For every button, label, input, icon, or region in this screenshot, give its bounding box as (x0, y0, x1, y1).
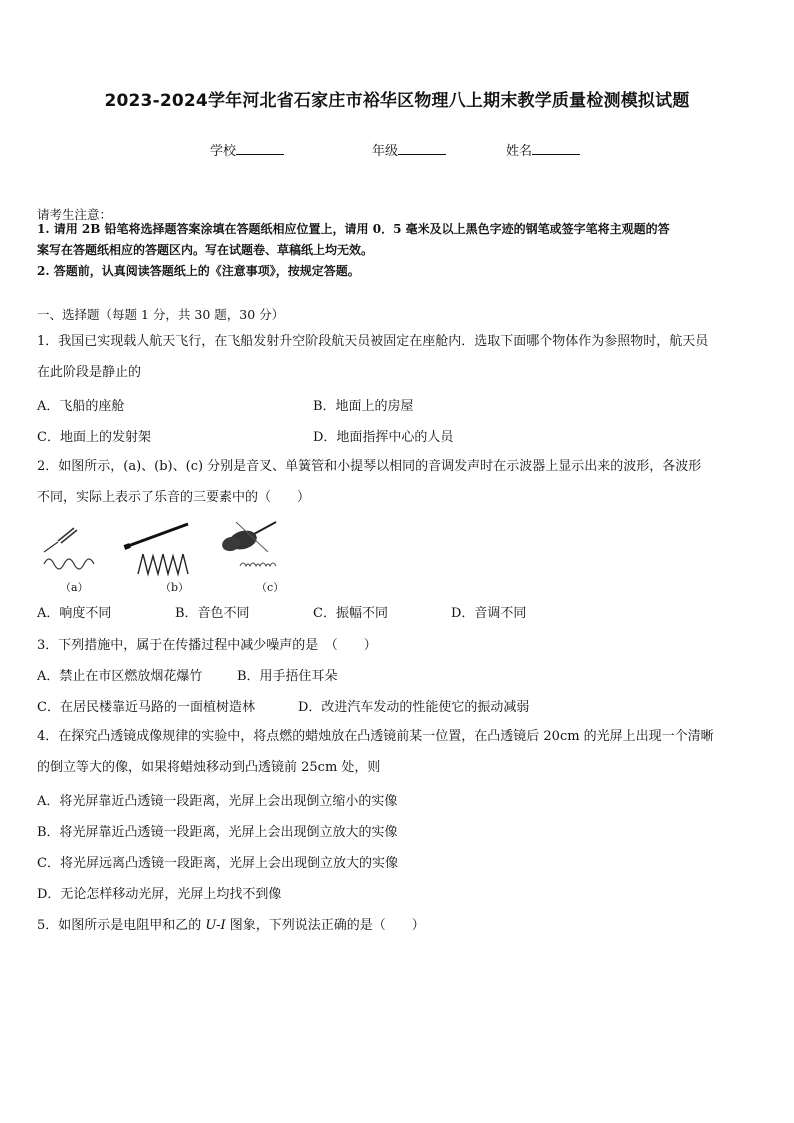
question-3-stem: 3．下列措施中，属于在传播过程中减少噪声的是 （ ） (37, 638, 377, 653)
school-label: 学校 (210, 144, 237, 159)
question-2-option-d[interactable]: D．音调不同 (451, 606, 527, 621)
question-1-stem-line-1: 1．我国已实现载人航天飞行，在飞船发射升空阶段航天员被固定在座舱内．选取下面哪个物体作为参照物时，航天员 (37, 334, 709, 349)
question-3-option-b[interactable]: B．用手捂住耳朵 (237, 669, 338, 684)
question-2-option-b[interactable]: B．音色不同 (175, 606, 250, 621)
page-title: 2023-2024学年河北省石家庄市裕华区物理八上期末教学质量检测模拟试题 (104, 91, 690, 111)
question-1-stem-line-2: 在此阶段是静止的 (37, 365, 142, 380)
question-4-option-b[interactable]: B．将光屏靠近凸透镜一段距离，光屏上会出现倒立放大的实像 (37, 825, 398, 840)
question-1-option-a[interactable]: A．飞船的座舱 (37, 399, 125, 414)
clarinet-icon (123, 524, 188, 550)
name-blank[interactable] (532, 141, 580, 155)
notice-item-1-line-2: 案写在答题纸相应的答题区内。写在试题卷、草稿纸上均无效。 (37, 243, 374, 257)
question-2-option-c[interactable]: C．振幅不同 (313, 606, 388, 621)
question-5-stem-post: 图象，下列说法正确的是（ ） (225, 918, 425, 933)
question-4-stem (37, 721, 761, 783)
question-2-stem-line-2: 不同，实际上表示了乐音的三要素中的（ ） (37, 490, 311, 505)
grade-label: 年级 (372, 144, 399, 159)
grade-blank[interactable] (398, 141, 446, 155)
question-4-option-c[interactable]: C．将光屏远离凸透镜一段距离，光屏上会出现倒立放大的实像 (37, 856, 398, 871)
notice-item-1 (37, 219, 759, 261)
school-field[interactable] (210, 140, 284, 159)
question-1-stem (37, 326, 761, 388)
violin-icon (220, 522, 276, 553)
figure-caption-c: （c） (256, 581, 285, 594)
figure-caption-a: （a） (60, 581, 89, 594)
question-3-option-a[interactable]: A．禁止在市区燃放烟花爆竹 (37, 669, 203, 684)
waveform-a-icon (44, 559, 94, 569)
figure-caption-b: （b） (160, 581, 190, 594)
question-4-stem-line-2: 的倒立等大的像，如果将蜡烛移动到凸透镜前 25cm 处，则 (37, 760, 381, 775)
question-2-option-a[interactable]: A．响度不同 (37, 606, 112, 621)
name-field[interactable] (506, 140, 580, 159)
question-1-option-d[interactable]: D．地面指挥中心的人员 (313, 430, 454, 445)
question-5-stem-pre: 5．如图所示是电阻甲和乙的 (37, 918, 206, 933)
notice-heading: 请考生注意： (37, 207, 113, 222)
waveform-c-icon (240, 563, 276, 566)
tuning-fork-icon (44, 528, 77, 552)
section-heading: 一、选择题（每题 1 分，共 30 题，30 分） (37, 307, 285, 322)
notice-item-1-line-1: 1. 请用 2B 铅笔将选择题答案涂填在答题纸相应位置上，请用 0．5 毫米及以上黑色字迹的钢笔或签字笔将主观题的答 (37, 222, 670, 236)
question-2-stem-line-1: 2．如图所示，(a)、(b)、(c) 分别是音叉、单簧管和小提琴以相同的音调发声时在示波器上显示出来的波形，各波形 (37, 459, 702, 474)
question-4-stem-line-1: 4．在探究凸透镜成像规律的实验中，将点燃的蜡烛放在凸透镜前某一位置，在凸透镜后 20cm 的光屏上出现一个清晰 (37, 729, 714, 744)
question-3-option-c[interactable]: C．在居民楼靠近马路的一面植树造林 (37, 700, 255, 715)
question-4-option-a[interactable]: A．将光屏靠近凸透镜一段距离，光屏上会出现倒立缩小的实像 (37, 794, 398, 809)
question-4-option-d[interactable]: D．无论怎样移动光屏，光屏上均找不到像 (37, 887, 282, 902)
notice-item-2: 2. 答题前，认真阅读答题纸上的《注意事项》，按规定答题。 (37, 264, 360, 278)
question-1-option-c[interactable]: C．地面上的发射架 (37, 430, 151, 445)
question-1-option-b[interactable]: B．地面上的房屋 (313, 399, 414, 414)
name-label: 姓名 (506, 144, 533, 159)
question-5-stem (37, 914, 425, 933)
question-3-option-d[interactable]: D．改进汽车发动的性能使它的振动减弱 (298, 700, 530, 715)
waveform-b-icon (138, 554, 188, 574)
grade-field[interactable] (372, 140, 446, 159)
school-blank[interactable] (236, 141, 284, 155)
question-2-stem (37, 451, 761, 513)
question-5-stem-var: U-I (205, 918, 226, 933)
